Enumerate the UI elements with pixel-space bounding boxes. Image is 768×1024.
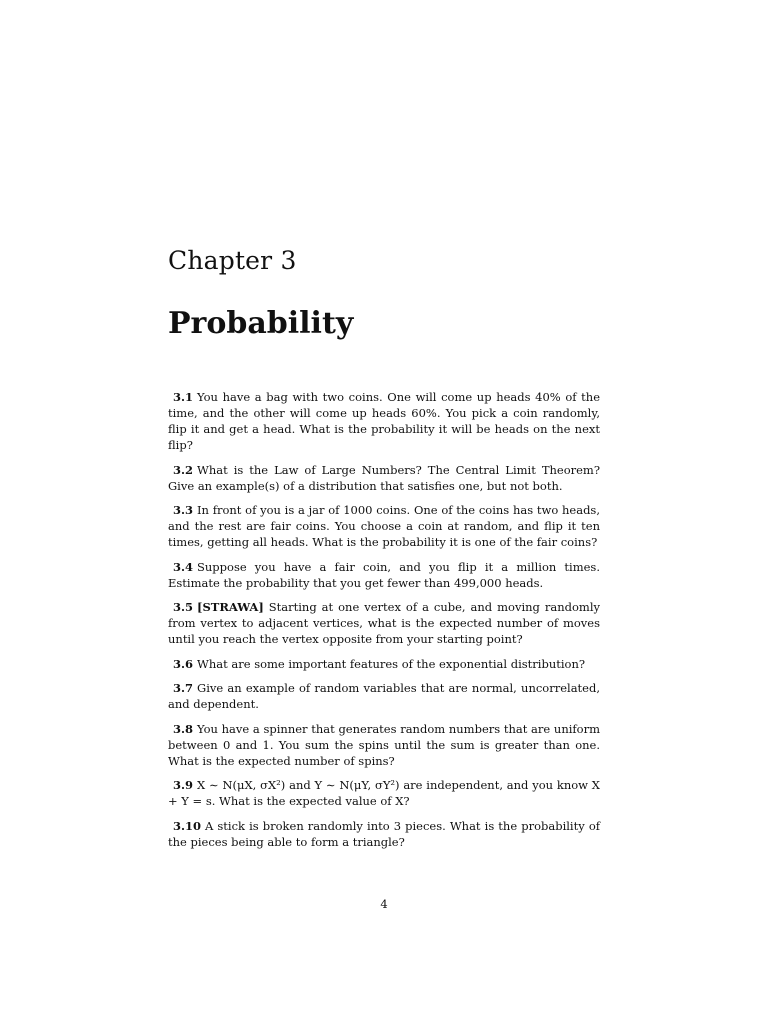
problem-3-9 (168, 777, 600, 809)
problem-text: In front of you is a jar of 1000 coins. One of the coins has two heads, and the rest are fair coins. You choose a coin at random, and flip it ten times, getting all heads. What is the probability it is one of the fair coins? (168, 503, 600, 549)
chapter-label: Chapter 3 (168, 246, 297, 275)
problem-text: What is the Law of Large Numbers? The Central Limit Theorem? Give an example(s) of a distribution that satisfies one, but not both. (168, 462, 600, 493)
problem-3-1 (168, 389, 600, 453)
problem-text: Give an example of random variables that are normal, uncorrelated, and dependent. (168, 681, 600, 711)
chapter-title: Probability (168, 306, 354, 341)
problem-3-7 (168, 680, 600, 712)
problem-text: X ∼ N(μX, σX²) and Y ∼ N(μY, σY²) are independent, and you know X + Y = s. What is the expected value of X? (168, 778, 600, 808)
problem-source-tag: [STRAWA] (197, 600, 264, 614)
problem-3-4 (168, 559, 600, 591)
problem-list (168, 389, 600, 858)
problem-number: 3.5 (173, 600, 194, 614)
problem-number: 3.1 (173, 390, 194, 404)
problem-text: What are some important features of the exponential distribution? (197, 656, 586, 671)
problem-number: 3.9 (173, 778, 194, 792)
problem-number: 3.8 (173, 721, 194, 736)
problem-text: You have a bag with two coins. One will come up heads 40% of the time, and the other will come up heads 60%. You pick a coin randomly, flip it and get a head. What is the probability it will be heads on the next flip? (168, 390, 600, 452)
problem-number: 3.3 (173, 503, 194, 517)
problem-number: 3.2 (173, 462, 194, 477)
problem-text: You have a spinner that generates random numbers that are uniform between 0 and 1. You sum the spins until the sum is greater than one. What is the expected number of spins? (168, 721, 600, 768)
problem-3-5 (168, 599, 600, 647)
problem-text: Starting at one vertex of a cube, and moving randomly from vertex to adjacent vertices, what is the expected number of moves until you reach the vertex opposite from your starting point? (168, 600, 601, 646)
problem-number: 3.7 (173, 681, 194, 695)
problem-number: 3.4 (173, 559, 194, 574)
problem-number: 3.6 (173, 656, 194, 671)
problem-3-6 (168, 656, 600, 672)
problem-3-8 (168, 721, 600, 769)
problem-text: A stick is broken randomly into 3 pieces. What is the probability of the pieces being able to form a triangle? (168, 818, 600, 849)
problem-3-10 (168, 818, 600, 850)
problem-3-3 (168, 502, 600, 550)
problem-text: Suppose you have a fair coin, and you flip it a million times. Estimate the probability that you get fewer than 499,000 heads. (168, 559, 600, 590)
page-number: 4 (380, 897, 388, 911)
problem-number: 3.10 (173, 818, 202, 833)
problem-3-2 (168, 462, 600, 494)
